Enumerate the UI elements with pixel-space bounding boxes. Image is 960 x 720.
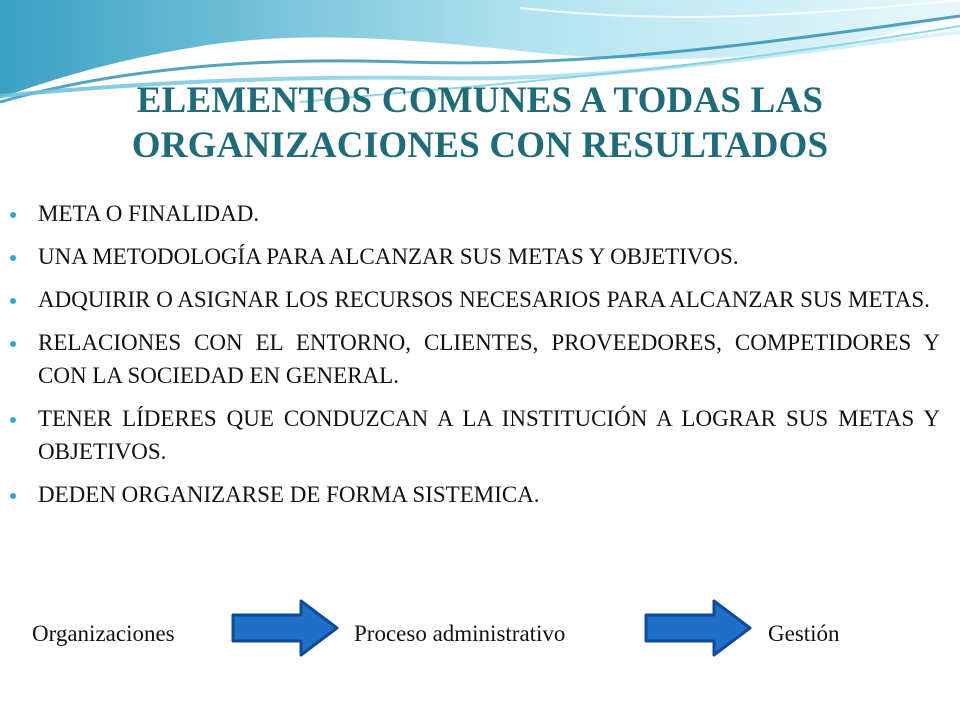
bullet-recursos: ADQUIRIR O ASIGNAR LOS RECURSOS NECESARIOS PARA ALCANZAR SUS METAS. <box>38 283 940 316</box>
flow-step-organizaciones: Organizaciones <box>32 621 175 646</box>
slide-title-line-2: ORGANIZACIONES CON RESULTADOS <box>131 125 829 166</box>
slide-title <box>40 78 920 168</box>
right-arrow-icon <box>644 598 754 658</box>
bullet-relaciones: RELACIONES CON EL ENTORNO, CLIENTES, PROVEEDORES, COMPETIDORES Y CON LA SOCIEDAD EN GENERAL. <box>38 326 940 392</box>
bullet-sistemica: DEDEN ORGANIZARSE DE FORMA SISTEMICA. <box>38 478 940 511</box>
flow-step-proceso-administrativo: Proceso administrativo <box>354 621 566 646</box>
bullet-list <box>0 197 960 521</box>
bullet-meta: META O FINALIDAD. <box>38 197 940 230</box>
slide-title-line-1: ELEMENTOS COMUNES A TODAS LAS <box>136 80 824 121</box>
bullet-lideres: TENER LÍDERES QUE CONDUZCAN A LA INSTITUCIÓN A LOGRAR SUS METAS Y OBJETIVOS. <box>38 402 940 468</box>
right-arrow-icon <box>231 598 341 658</box>
flow-step-gestion: Gestión <box>768 621 840 646</box>
bullet-metodologia: UNA METODOLOGÍA PARA ALCANZAR SUS METAS Y OBJETIVOS. <box>38 240 940 273</box>
